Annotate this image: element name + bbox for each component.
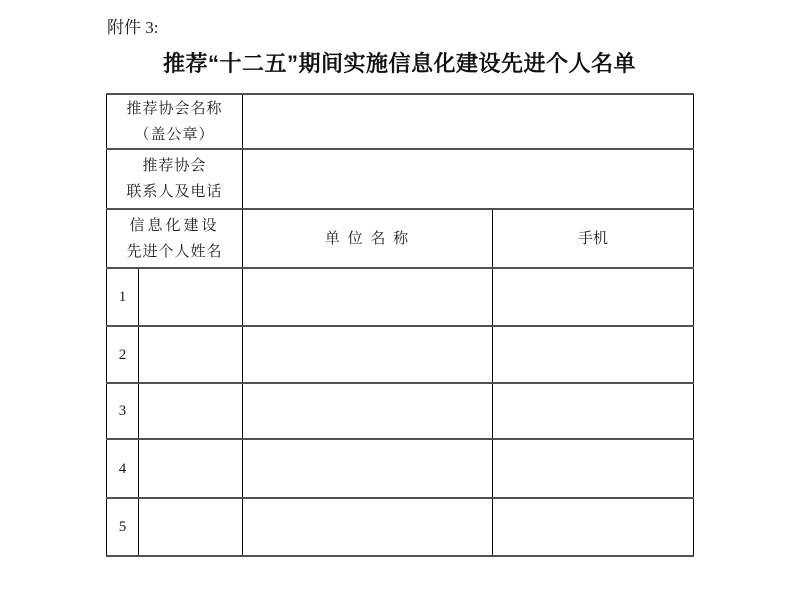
- entry-mobile-cell: [493, 498, 694, 556]
- entry-mobile-cell: [493, 268, 694, 326]
- entry-mobile-cell: [493, 326, 694, 383]
- entry-unit-cell: [243, 268, 493, 326]
- entry-unit-cell: [243, 439, 493, 498]
- association-name-value-cell: [243, 94, 694, 149]
- association-name-row: [107, 94, 694, 149]
- column-header-row: [107, 209, 694, 268]
- entry-no-cell: 3: [107, 383, 139, 439]
- entry-unit-cell: [243, 383, 493, 439]
- attachment-label: 附件 3:: [107, 18, 159, 37]
- entry-no-cell: 5: [107, 498, 139, 556]
- association-name-label-line2: （盖公章）: [134, 126, 215, 143]
- person-name-header-line1: 信息化建设: [129, 217, 220, 234]
- entry-mobile-cell: [493, 383, 694, 439]
- entry-mobile-cell: [493, 439, 694, 498]
- person-name-header-cell: [107, 209, 243, 268]
- association-contact-row: [107, 149, 694, 209]
- entry-unit-cell: [243, 326, 493, 383]
- entry-name-cell: [139, 383, 243, 439]
- entry-name-cell: [139, 498, 243, 556]
- association-contact-value-cell: [243, 149, 694, 209]
- entry-no-cell: 4: [107, 439, 139, 498]
- entry-name-cell: [139, 326, 243, 383]
- person-name-header-line2: 先进个人姓名: [126, 243, 223, 260]
- recommendation-form-table: [106, 93, 694, 557]
- entry-no-cell: 1: [107, 268, 139, 326]
- entry-name-cell: [139, 439, 243, 498]
- association-contact-label-cell: [107, 149, 243, 209]
- unit-name-header-cell: 单 位 名 称: [243, 209, 493, 268]
- entry-name-cell: [139, 268, 243, 326]
- association-contact-label-line1: 推荐协会: [142, 158, 207, 174]
- entry-row: [107, 268, 694, 326]
- association-name-label-line1: 推荐协会名称: [126, 100, 223, 117]
- entry-row: [107, 326, 694, 383]
- page-title: 推荐“十二五”期间实施信息化建设先进个人名单: [162, 51, 636, 76]
- entry-row: [107, 439, 694, 498]
- entry-no-cell: 2: [107, 326, 139, 383]
- association-name-label-cell: [107, 94, 243, 149]
- association-contact-label-line2: 联系人及电话: [126, 184, 223, 200]
- entry-row: [107, 498, 694, 556]
- mobile-header-cell: 手机: [493, 209, 694, 268]
- entry-unit-cell: [243, 498, 493, 556]
- entry-row: [107, 383, 694, 439]
